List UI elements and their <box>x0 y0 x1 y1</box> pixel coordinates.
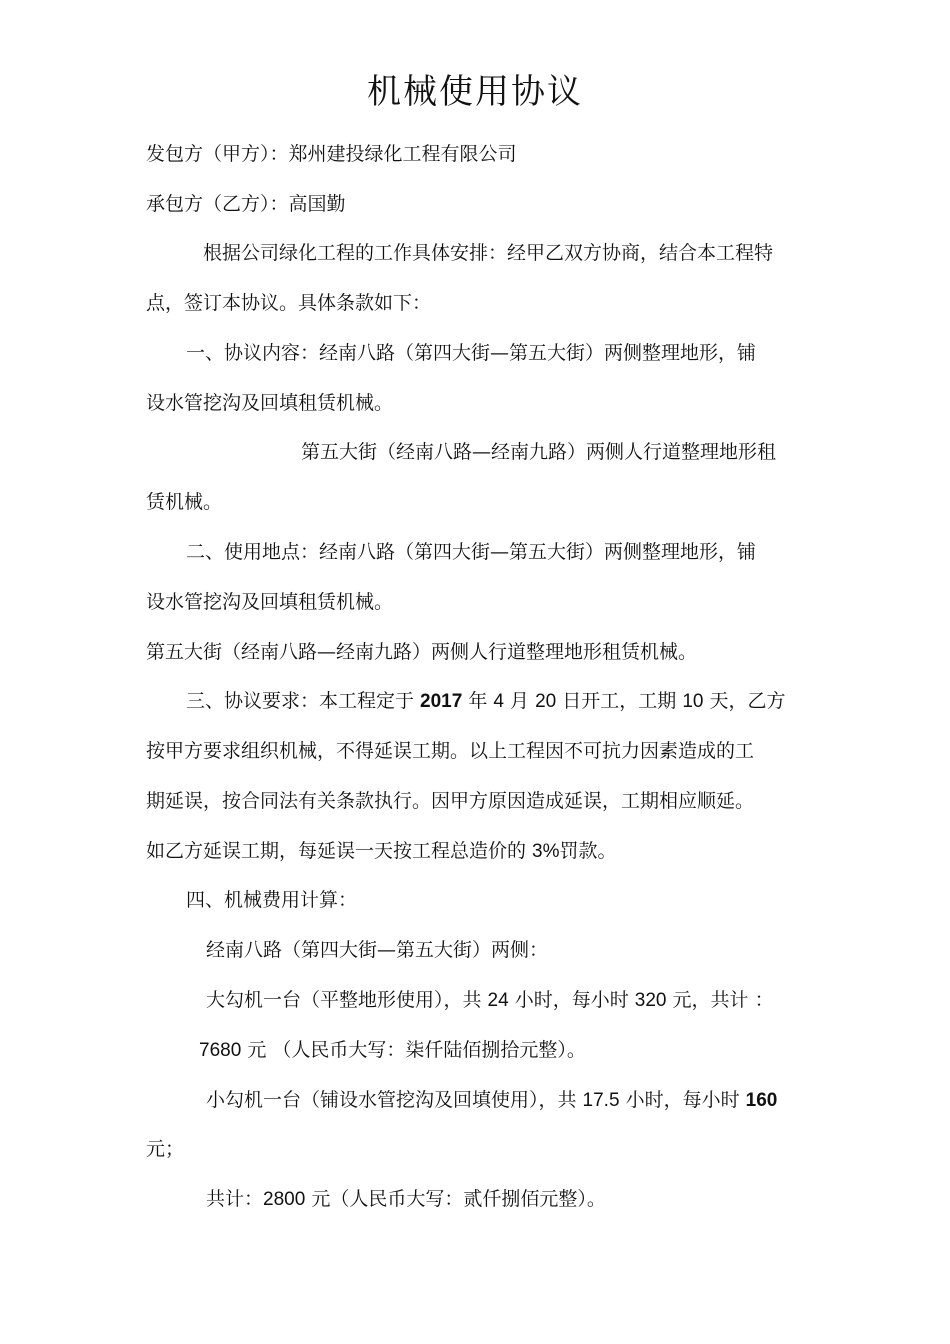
section2-line-1: 二、使用地点：经南八路（第四大街—第五大街）两侧整理地形，铺 <box>186 541 757 563</box>
big-total-line <box>199 1035 879 1066</box>
section3-text-a: 三、协议要求：本工程定于 <box>186 690 421 712</box>
intro-line-1: 根据公司绿化工程的工作具体安排：经甲乙双方协商，结合本工程特 <box>203 242 774 264</box>
duration-days: 10 <box>682 691 704 712</box>
section3-line-3: 期延误，按合同法有关条款执行。因甲方原因造成延误，工期相应顺延。 <box>146 790 755 812</box>
section1-line-3: 第五大街（经南八路—经南九路）两侧人行道整理地形租 <box>301 441 777 463</box>
section4-road: 经南八路（第四大街—第五大街）两侧： <box>206 939 549 961</box>
small-rate: 160 <box>745 1090 778 1111</box>
section3-line4-text: 如乙方延误工期，每延误一天按工程总造价的 <box>146 840 533 862</box>
start-month: 4 <box>493 691 504 712</box>
section3-text-d: 日开工，工期 <box>556 690 683 712</box>
big-hours: 24 <box>487 990 509 1011</box>
section3-line-1 <box>186 686 866 717</box>
small-hours: 17.5 <box>582 1090 620 1111</box>
big-total-amount: 7680 <box>199 1040 242 1061</box>
document-title: 机械使用协议 <box>367 72 583 112</box>
section2-line-3: 第五大街（经南八路—经南九路）两侧人行道整理地形租赁机械。 <box>146 641 698 663</box>
section3-text-c: 月 <box>504 690 536 712</box>
section1-line-1: 一、协议内容：经南八路（第四大街—第五大街）两侧整理地形，铺 <box>186 342 757 364</box>
section3-line-2: 按甲方要求组织机械，不得延误工期。以上工程因不可抗力因素造成的工 <box>146 740 755 762</box>
party-b-line: 承包方（乙方）：高国勤 <box>146 193 346 215</box>
small-total-line <box>206 1184 886 1215</box>
section1-line-4: 赁机械。 <box>146 491 223 513</box>
penalty-rate: 3% <box>532 841 560 862</box>
big-text-a: 大勾机一台（平整地形使用），共 <box>206 989 488 1011</box>
small-excavator-line <box>206 1085 886 1116</box>
start-day: 20 <box>535 691 557 712</box>
small-text-a: 小勾机一台（铺设水管挖沟及回填使用），共 <box>206 1089 583 1111</box>
section3-line-4 <box>146 836 826 867</box>
big-rate: 320 <box>634 990 667 1011</box>
section3-line4-end: 罚款。 <box>559 840 617 862</box>
big-text-c: 元，共计 ： <box>666 989 774 1011</box>
section3-text-e: 天，乙方 <box>703 690 786 712</box>
section3-text-b: 年 <box>462 690 494 712</box>
intro-line-2: 点，签订本协议。具体条款如下： <box>146 292 432 314</box>
big-total-text: 元 （人民币大写：柒仟陆佰捌拾元整）。 <box>241 1039 586 1061</box>
small-total-text-b: 元（人民币大写：贰仟捌佰元整）。 <box>305 1188 606 1210</box>
start-year: 2017 <box>420 691 463 712</box>
big-text-b: 小时，每小时 <box>508 989 635 1011</box>
small-unit-line: 元； <box>146 1138 185 1160</box>
small-total-text-a: 共计： <box>206 1188 264 1210</box>
small-total-amount: 2800 <box>263 1189 306 1210</box>
section1-line-2: 设水管挖沟及回填租赁机械。 <box>146 392 394 414</box>
party-a-line: 发包方（甲方）：郑州建投绿化工程有限公司 <box>146 143 517 165</box>
section4-heading: 四、机械费用计算： <box>186 889 358 911</box>
small-text-b: 小时，每小时 <box>619 1089 746 1111</box>
section2-line-2: 设水管挖沟及回填租赁机械。 <box>146 591 394 613</box>
big-excavator-line <box>206 985 886 1016</box>
